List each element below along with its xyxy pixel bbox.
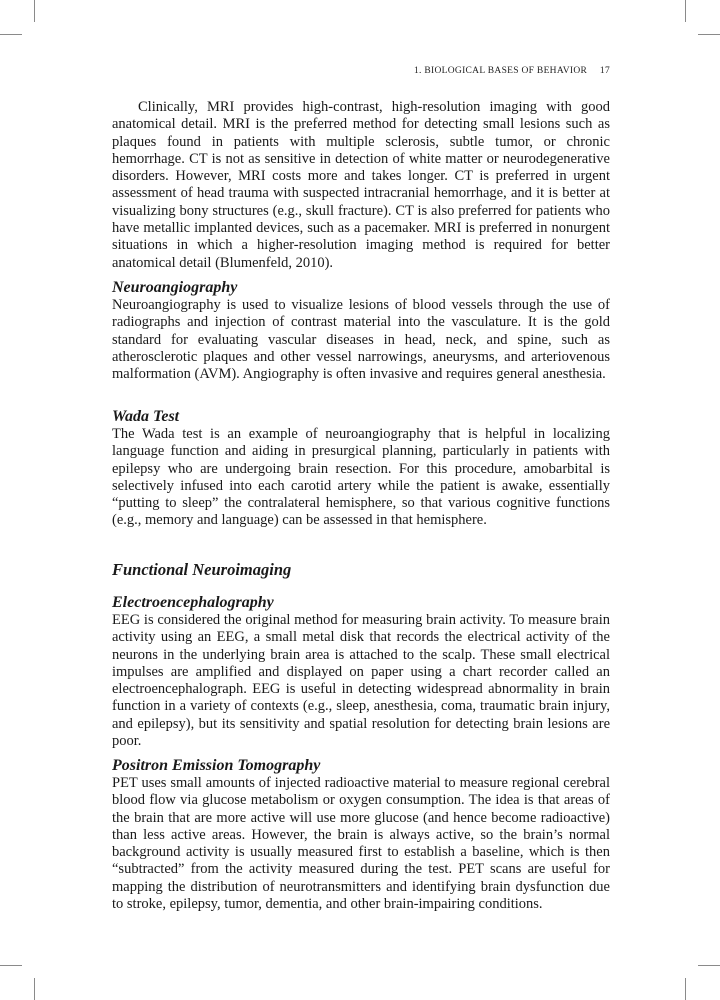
functional-neuroimaging-section xyxy=(112,560,610,579)
running-header xyxy=(112,66,610,76)
eeg-section xyxy=(112,594,610,750)
section-heading-functional-neuroimaging: Functional Neuroimaging xyxy=(112,560,292,579)
crop-mark xyxy=(698,34,720,35)
crop-mark xyxy=(34,978,35,1000)
crop-mark xyxy=(685,978,686,1000)
subheading-wada-test: Wada Test xyxy=(112,408,180,425)
crop-mark xyxy=(0,34,22,35)
crop-mark xyxy=(685,0,686,22)
crop-mark xyxy=(698,965,720,966)
running-header-title: 1. BIOLOGICAL BASES OF BEHAVIOR xyxy=(414,66,588,76)
page-number: 17 xyxy=(599,66,610,76)
neuroangiography-section xyxy=(112,279,610,383)
pet-section xyxy=(112,757,610,913)
crop-mark xyxy=(0,965,22,966)
paragraph-mri-ct: Clinically, MRI provides high-contrast, high-resolution imaging with good anatomical detail. MRI is the preferred method for detecting small lesions such as plaques found in patients with multiple sclerosis, subtle tumor, or chronic hemorrhage. CT is not as sensitive in detection of white matter or neurodegenerative disorders. However, MRI costs more and takes longer. CT is preferred in urgent assessment of head trauma with suspected intracranial hemorrhage, and it is better at visualizing bony structures (e.g., skull fracture). CT is also preferred for patients who have metallic implanted devices, such as a pacemaker. MRI is preferred in nonurgent situations in which a higher-resolution imaging method is required for better anatomical detail (Blumenfeld, 2010). xyxy=(112,99,610,271)
wada-section xyxy=(112,408,610,530)
subheading-electroencephalography: Electroencephalography xyxy=(112,594,274,611)
subheading-neuroangiography: Neuroangiography xyxy=(112,279,238,296)
paragraph-neuroangiography: Neuroangiography is used to visualize lesions of blood vessels through the use of radiographs and injection of contrast material into the vasculature. It is the gold standard for evaluating vascular diseases in head, neck, and spine, such as atherosclerotic plaques and other vessel narrowings, aneurysms, and arteriovenous malformation (AVM). Angiography is often invasive and requires general anesthesia. xyxy=(112,297,610,383)
mri-ct-block xyxy=(112,99,610,272)
crop-mark xyxy=(34,0,35,22)
paragraph-wada-test: The Wada test is an example of neuroangiography that is helpful in localizing language function and aiding in presurgical planning, particularly in patients with epilepsy who are undergoing brain resection. For this procedure, amobarbital is selectively infused into each carotid artery while the patient is awake, essentially “putting to sleep” the contralateral hemisphere, so that various cognitive functions (e.g., memory and language) can be assessed in that hemisphere. xyxy=(112,426,610,529)
subheading-pet: Positron Emission Tomography xyxy=(112,757,321,774)
paragraph-electroencephalography: EEG is considered the original method for measuring brain activity. To measure brain activity using an EEG, a small metal disk that records the electrical activity of the neurons in the underlying brain area is attached to the scalp. These small electrical impulses are amplified and displayed on paper using a chart recorder called an electroencephalograph. EEG is useful in detecting widespread abnormality in brain function in a variety of contexts (e.g., sleep, anesthesia, coma, traumatic brain injury, and epilepsy), but its sensitivity and spatial resolution for detecting brain lesions are poor. xyxy=(112,612,610,750)
paragraph-pet: PET uses small amounts of injected radioactive material to measure regional cerebral blood flow via glucose metabolism or oxygen consumption. The idea is that areas of the brain that are more active will use more glucose (and hence become radioactive) than less active areas. However, the brain is always active, so the brain’s normal background activity is usually measured first to establish a baseline, which is then “subtracted” from the activity measured during the test. PET scans are useful for mapping the distribution of neurotransmitters and identifying brain dysfunction due to stroke, epilepsy, tumor, dementia, and other brain-impairing conditions. xyxy=(112,775,610,913)
